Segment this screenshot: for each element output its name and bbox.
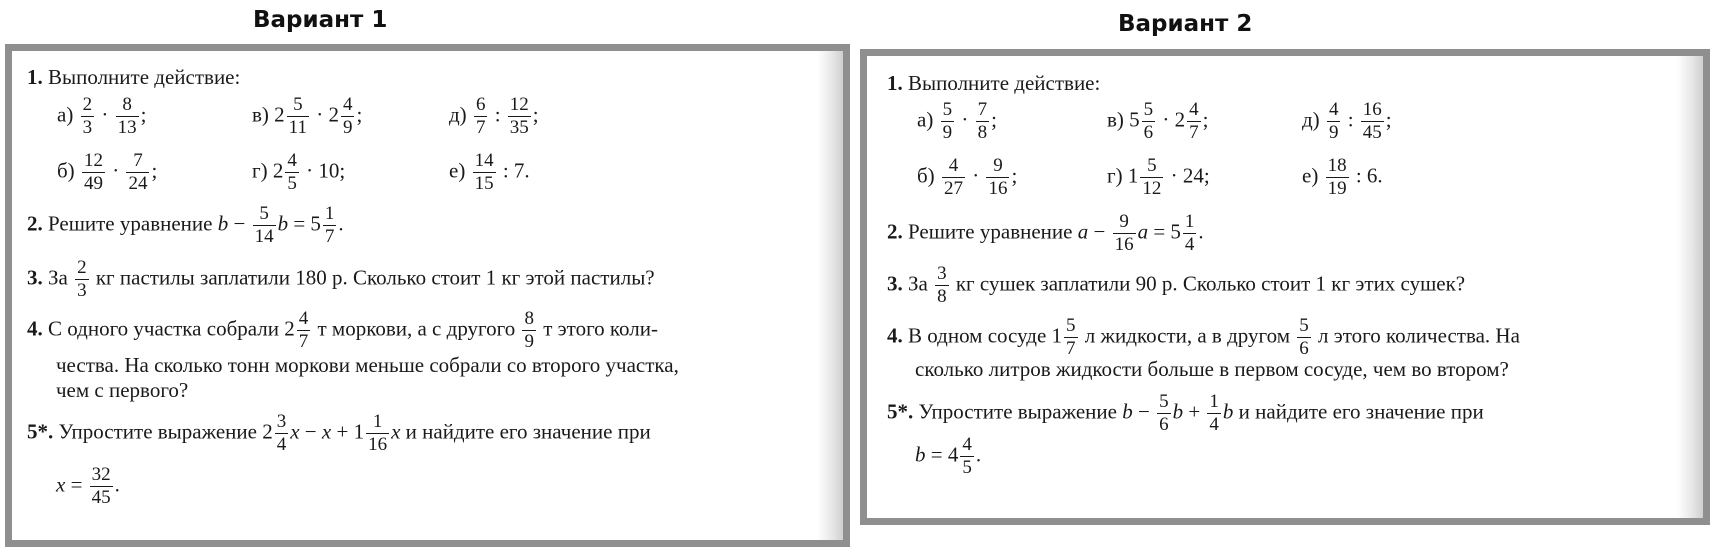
text-segment: =: [70, 472, 83, 497]
text-segment: 16: [988, 177, 1008, 199]
fraction: [941, 100, 955, 143]
text-segment: 4: [276, 433, 287, 455]
task-1-item-g: [252, 151, 345, 194]
text-segment: 7: [475, 116, 486, 138]
task-3: [27, 258, 655, 301]
text-segment: 2.: [887, 219, 903, 244]
fraction: [1064, 316, 1078, 359]
text-segment: 4.: [27, 316, 43, 341]
text-segment: :: [494, 102, 501, 127]
text-segment: 7: [324, 225, 335, 247]
text-segment: ·: [972, 163, 980, 188]
text-segment: 5: [1143, 99, 1154, 120]
fraction: [297, 309, 311, 352]
text-segment: 4: [342, 94, 353, 115]
text-segment: 2: [284, 316, 295, 341]
task-4: [27, 309, 658, 352]
text-segment: 5: [1140, 156, 1163, 178]
text-segment: b: [1222, 399, 1234, 424]
text-segment: и найдите его значение при: [405, 419, 651, 444]
text-segment: б): [917, 163, 935, 188]
task-1-item-b: [917, 156, 1017, 199]
text-segment: 6: [1299, 337, 1309, 359]
task-5-line-2: [56, 465, 120, 508]
text-segment: .: [975, 442, 982, 467]
text-segment: : 7.: [502, 158, 530, 183]
text-segment: −: [1093, 219, 1106, 244]
text-segment: а): [57, 102, 74, 127]
fraction: [1113, 212, 1136, 255]
text-segment: x: [290, 419, 300, 444]
fraction: [1207, 392, 1221, 435]
text-segment: 4: [942, 156, 965, 178]
task-1-item-b: [57, 151, 157, 194]
text-segment: д): [449, 102, 467, 127]
fraction: [942, 156, 965, 199]
text-segment: 19: [1327, 177, 1347, 199]
text-segment: : 6.: [1355, 163, 1383, 188]
task-4-line-3: чем с первого?: [56, 378, 189, 402]
text-segment: 9: [986, 156, 1009, 178]
text-segment: 15: [474, 172, 494, 194]
text-segment: 5*.: [27, 419, 54, 444]
fraction: [1187, 100, 1201, 143]
variant-2-card: [860, 49, 1710, 525]
text-segment: 2: [272, 158, 284, 183]
text-segment: 12: [509, 94, 529, 115]
text-segment: кг пастилы заплатили 180 р. Сколько стоит 1 кг этой пастилы?: [95, 265, 655, 290]
text-segment: 5: [310, 211, 321, 236]
text-segment: е): [1302, 163, 1319, 188]
text-segment: 4: [1209, 413, 1219, 435]
text-segment: 8: [977, 121, 988, 143]
fraction: [1183, 212, 1197, 255]
text-segment: 7: [126, 151, 149, 173]
fraction: [1327, 100, 1341, 143]
text-segment: 1: [353, 419, 365, 444]
text-segment: · 10;: [306, 158, 346, 183]
text-segment: 8: [116, 95, 139, 117]
fraction: [1297, 316, 1311, 359]
text-segment: b: [915, 442, 926, 467]
text-segment: 2: [77, 257, 87, 278]
text-segment: 14: [474, 150, 494, 171]
text-segment: Решите уравнение: [908, 219, 1073, 244]
text-segment: 5: [287, 95, 309, 117]
fraction: [1326, 156, 1349, 199]
text-segment: 11: [288, 116, 307, 138]
fraction: [1361, 100, 1384, 143]
text-segment: 35: [509, 116, 529, 138]
text-segment: ·: [961, 107, 969, 132]
fraction: [323, 204, 337, 247]
text-segment: 3.: [887, 271, 903, 296]
text-segment: 1: [1051, 323, 1063, 348]
text-segment: 45: [1362, 121, 1382, 143]
text-segment: .: [338, 211, 344, 236]
text-segment: 2: [274, 102, 285, 127]
text-segment: +: [1188, 399, 1201, 424]
text-segment: 12: [1142, 177, 1162, 199]
text-segment: 1.: [27, 65, 43, 89]
text-segment: г): [252, 158, 268, 183]
text-segment: 1: [366, 412, 389, 434]
task-1-item-v: [1107, 100, 1209, 143]
text-segment: 7: [298, 330, 309, 352]
text-segment: 5: [287, 172, 297, 194]
text-segment: 5: [253, 204, 276, 226]
text-segment: 1: [1209, 391, 1219, 412]
text-segment: б): [57, 158, 75, 183]
task-1-item-e: [1302, 156, 1383, 199]
text-segment: 2.: [27, 211, 43, 236]
text-segment: С одного участка собрали: [48, 316, 279, 341]
task-1-item-a: [57, 95, 146, 138]
text-segment: 7: [1189, 121, 1199, 143]
text-segment: 24: [128, 172, 148, 194]
text-segment: В одном сосуде: [908, 323, 1047, 348]
fraction: [287, 95, 309, 138]
task-5: [887, 392, 1484, 435]
variant-2-title: Вариант 2: [1118, 11, 1253, 37]
text-segment: 3: [276, 411, 287, 432]
text-segment: 16: [368, 433, 388, 455]
fraction: [75, 258, 89, 301]
text-segment: a: [1137, 219, 1149, 244]
task-4: [887, 316, 1520, 359]
text-segment: ;: [151, 158, 158, 183]
task-1-item-g: [1107, 156, 1210, 199]
task-1-item-d: [1302, 100, 1392, 143]
task-5: [27, 412, 651, 455]
text-segment: За: [908, 271, 928, 296]
text-segment: ;: [991, 107, 997, 132]
text-segment: в): [252, 102, 269, 127]
text-segment: 3.: [27, 265, 43, 290]
text-segment: ·: [112, 158, 120, 183]
text-segment: 4.: [887, 323, 903, 348]
fraction: [473, 151, 496, 194]
text-segment: b: [277, 211, 289, 236]
text-segment: 16: [1362, 99, 1382, 120]
text-segment: 16: [1114, 233, 1134, 255]
text-segment: д): [1302, 107, 1320, 132]
text-segment: ;: [1202, 107, 1209, 132]
text-segment: т этого коли-: [543, 316, 658, 341]
text-segment: 7: [977, 99, 988, 120]
text-segment: 7: [1066, 337, 1076, 359]
task-3: [887, 264, 1465, 307]
text-segment: 8: [524, 308, 534, 329]
text-segment: 5: [1066, 315, 1076, 336]
text-segment: 9: [342, 116, 353, 138]
task-4-line-2: сколько литров жидкости больше в первом сосуде, чем во втором?: [915, 357, 1509, 381]
text-segment: 9: [524, 330, 534, 352]
text-segment: −: [1137, 399, 1150, 424]
text-segment: −: [304, 419, 317, 444]
fraction: [522, 309, 536, 352]
text-segment: 9: [1328, 121, 1339, 143]
scan-edge-shadow: [1677, 56, 1703, 518]
text-segment: 1: [1127, 163, 1139, 188]
task-1-heading: [27, 67, 240, 88]
text-segment: 5: [1159, 391, 1169, 412]
text-segment: 49: [83, 172, 103, 194]
text-segment: 4: [947, 442, 959, 467]
fraction: [1142, 100, 1156, 143]
fraction: [508, 95, 531, 138]
text-segment: 6: [1159, 413, 1169, 435]
text-segment: 5*.: [887, 399, 914, 424]
fraction: [960, 435, 974, 478]
text-segment: +: [336, 419, 349, 444]
text-segment: 4: [962, 434, 972, 455]
task-5-line-2: [915, 435, 981, 478]
text-segment: 27: [943, 177, 963, 199]
text-segment: Выполните действие:: [908, 71, 1101, 95]
text-segment: г): [1107, 163, 1123, 188]
text-segment: =: [293, 211, 306, 236]
fraction: [126, 151, 149, 194]
text-segment: 9: [1113, 212, 1136, 234]
variant-1-title: Вариант 1: [253, 7, 388, 33]
fraction: [474, 95, 488, 138]
task-1-heading: [887, 73, 1100, 94]
text-segment: и найдите его значение при: [1238, 399, 1484, 424]
text-segment: ·: [1162, 107, 1170, 132]
text-segment: в): [1107, 107, 1124, 132]
fraction: [253, 204, 276, 247]
text-segment: 4: [1189, 99, 1199, 120]
variant-1-card: [5, 44, 850, 547]
text-segment: x: [391, 419, 401, 444]
fraction: [1140, 156, 1163, 199]
text-segment: 1: [1184, 211, 1195, 232]
text-segment: Решите уравнение: [48, 211, 213, 236]
text-segment: т моркови, а с другого: [317, 316, 516, 341]
text-segment: 5: [1299, 315, 1309, 336]
task-1-item-d: [449, 95, 539, 138]
text-segment: 4: [287, 150, 297, 171]
text-segment: ;: [140, 102, 147, 127]
text-segment: 3: [937, 263, 947, 284]
text-segment: л этого количества. На: [1317, 323, 1520, 348]
text-segment: 3: [82, 116, 93, 138]
text-segment: · 24;: [1170, 163, 1210, 188]
task-1-item-e: [449, 151, 530, 194]
text-segment: Упростите выражение: [918, 399, 1117, 424]
text-segment: ;: [532, 102, 539, 127]
text-segment: =: [930, 442, 943, 467]
task-4-line-2: чества. На сколько тонн моркови меньше собрали со второго участка,: [56, 353, 679, 377]
fraction: [1157, 392, 1171, 435]
text-segment: е): [449, 158, 466, 183]
fraction: [341, 95, 355, 138]
text-segment: :: [1347, 107, 1354, 132]
fraction: [116, 95, 139, 138]
task-1-item-v: [252, 95, 362, 138]
text-segment: 2: [262, 419, 273, 444]
fraction: [285, 151, 299, 194]
fraction: [976, 100, 990, 143]
fraction: [935, 264, 949, 307]
text-segment: 3: [77, 279, 87, 301]
text-segment: ·: [316, 102, 324, 127]
task-2: [27, 204, 344, 247]
text-segment: ;: [1011, 163, 1018, 188]
text-segment: 2: [1174, 107, 1186, 132]
text-segment: b: [1122, 399, 1133, 424]
text-segment: 4: [1328, 99, 1339, 120]
text-segment: 8: [937, 285, 947, 307]
text-segment: 12: [83, 150, 103, 171]
text-segment: За: [48, 265, 68, 290]
text-segment: 6: [475, 94, 486, 115]
text-segment: Упростите выражение: [58, 419, 257, 444]
text-segment: 45: [91, 486, 111, 508]
text-segment: a: [1077, 219, 1089, 244]
text-segment: ;: [356, 102, 363, 127]
text-segment: 2: [82, 94, 93, 115]
text-segment: b: [217, 211, 229, 236]
task-2: [887, 212, 1204, 255]
text-segment: 4: [1184, 233, 1195, 255]
text-segment: 5: [1170, 219, 1181, 244]
text-segment: 14: [254, 225, 274, 247]
text-segment: −: [233, 211, 246, 236]
text-segment: 5: [1129, 107, 1140, 132]
scan-edge-shadow: [817, 51, 843, 540]
task-1-item-a: [917, 100, 997, 143]
text-segment: 9: [942, 121, 953, 143]
text-segment: 18: [1327, 155, 1347, 176]
text-segment: 5: [962, 456, 972, 478]
text-segment: 13: [117, 116, 137, 138]
text-segment: 4: [298, 308, 309, 329]
text-segment: x: [56, 472, 66, 497]
fraction: [81, 95, 95, 138]
text-segment: л жидкости, а в другом: [1084, 323, 1290, 348]
text-segment: 5: [942, 99, 953, 120]
fraction: [82, 151, 105, 194]
text-segment: 1: [324, 203, 335, 224]
text-segment: кг сушек заплатили 90 р. Сколько стоит 1 кг этих сушек?: [955, 271, 1466, 296]
text-segment: 6: [1143, 121, 1154, 143]
text-segment: а): [917, 107, 934, 132]
text-segment: x: [321, 419, 332, 444]
text-segment: b: [1172, 399, 1184, 424]
fraction: [90, 465, 113, 508]
text-segment: 32: [91, 464, 111, 485]
text-segment: Выполните действие:: [48, 65, 241, 89]
fraction: [986, 156, 1009, 199]
text-segment: .: [1198, 219, 1204, 244]
text-segment: =: [1153, 219, 1166, 244]
text-segment: 1.: [887, 71, 903, 95]
fraction: [366, 412, 389, 455]
text-segment: 2: [328, 102, 339, 127]
fraction: [275, 412, 289, 455]
text-segment: ;: [1385, 107, 1392, 132]
text-segment: .: [114, 472, 120, 497]
text-segment: ·: [101, 102, 109, 127]
